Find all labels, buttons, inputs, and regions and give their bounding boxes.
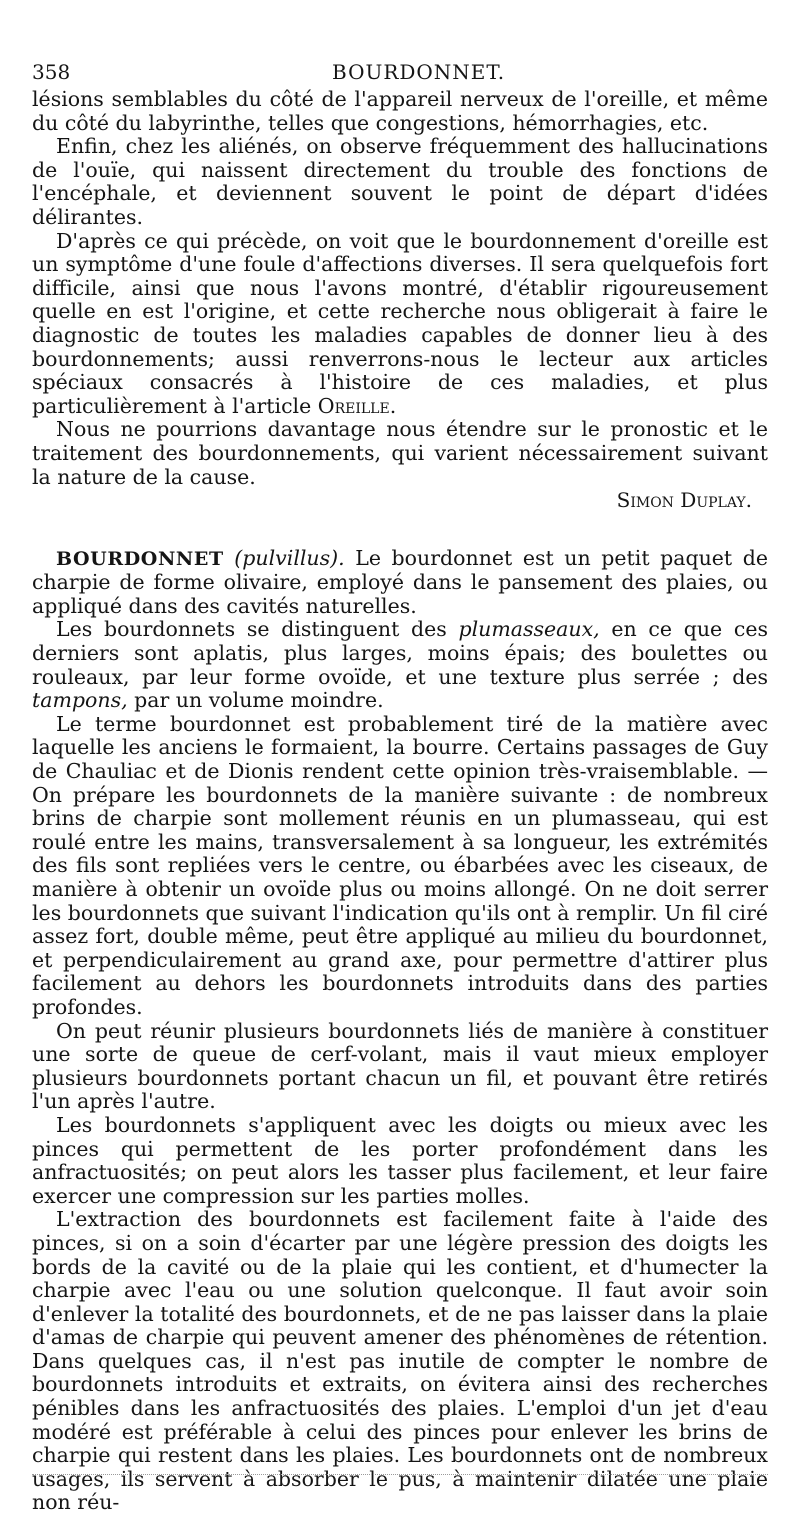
page-number: 358 bbox=[32, 60, 71, 84]
entry-definition-text: Le bourdonnet est un petit paquet de charpie de forme olivaire, employé dans le pansement des plaies, ou appliqué dans des cavités naturelles. bbox=[32, 545, 768, 618]
paragraph-extraction: L'extraction des bourdonnets est facilement faite à l'aide des pinces, si on a soin d'écarter par une légère pression des doigts les bords de la cavité ou de la plaie qui les contient, et d'humecter la charpie avec l'eau ou une solution quelconque. Il faut avoir soin d'enlever la totalité des bourdonnets, et de ne pas laisser dans la plaie d'amas de charpie qui peuvent amener des phénomènes de rétention. Dans quelques cas, il n'est pas inutile de compter le nombre de bourdonnets introduits et extraits, on évitera ainsi des recherches pénibles dans les anfractuosités des plaies. L'emploi d'un jet d'eau modéré est préférable à celui des pinces pour enlever les brins de charpie qui restent dans les plaies. Les bourdonnets ont de nombreux usages, ils servent à absorber le pus, à maintenir dilatée une plaie non réu- bbox=[32, 1207, 768, 1515]
entry-latin-name: (pulvillus). bbox=[234, 545, 345, 570]
cross-reference: Oreille. bbox=[317, 393, 397, 418]
footer-rule bbox=[32, 1474, 768, 1475]
article-separator bbox=[32, 513, 768, 547]
continuation-paragraph: lésions semblables du côté de l'appareil nerveux de l'oreille, et même du côté du labyrinthe, telles que congestions, hémorrhagies, etc. bbox=[32, 87, 768, 135]
term-plumasseaux: plumasseaux, bbox=[458, 617, 600, 642]
distinction-text-a: Les bourdonnets se distinguent des bbox=[56, 617, 459, 642]
paragraph-distinction bbox=[32, 618, 768, 712]
paragraph-etymology-preparation: Le terme bourdonnet est probablement tiré de la matière avec laquelle les anciens le formaient, la bourre. Certains passages de Guy de Chauliac et de Dionis rendent cette opinion très-vraisemblable. — On prépare les bourdonnets de la manière suivante : de nombreux brins de charpie sont mollement réunis en un plumasseau, qui est roulé entre les mains, transversalement à sa longueur, les extrémités des fils sont repliées vers le centre, ou ébarbées avec les ciseaux, de manière à obtenir un ovoïde plus ou moins allongé. On ne doit serrer les bourdonnets que suivant l'indication qu'ils ont à remplir. Un fil ciré assez fort, double même, peut être appliqué au milieu du bourdonnet, et perpendiculairement au grand axe, pour permettre d'attirer plus facilement au dehors les bourdonnets introduits dans des parties profondes. bbox=[32, 711, 768, 1019]
author-signature: Simon Duplay. bbox=[616, 488, 752, 513]
book-page bbox=[32, 48, 768, 1515]
paragraph-prognosis: Nous ne pourrions davantage nous étendre sur le pronostic et le traitement des bourdonnements, qui varient nécessairement suivant la nature de la cause. bbox=[32, 417, 768, 489]
paragraph-symptom-text: D'après ce qui précède, on voit que le bourdonnement d'oreille est un symptôme d'une foule d'affections diverses. Il sera quelquefois fort difficile, ainsi que nous l'avons montré, d'établir rigoureusement quelle en est l'origine, et cette recherche nous obligerait à faire le diagnostic de toutes les maladies capables de donner lieu à des bourdonnements; aussi renverrons-nous le lecteur aux articles spéciaux consacrés à l'histoire de ces maladies, et plus particulièrement à l'article bbox=[32, 228, 768, 418]
running-head: BOURDONNET. bbox=[332, 60, 506, 84]
entry-term: BOURDONNET bbox=[56, 547, 224, 570]
paragraph-symptom bbox=[32, 230, 768, 419]
page-header bbox=[32, 48, 768, 88]
distinction-text-c: par un volume moindre. bbox=[127, 688, 384, 713]
paragraph-hallucinations: Enfin, chez les aliénés, on observe fréquemment des hallucinations de l'ouïe, qui naissent directement du trouble des fonctions de l'encéphale, et deviennent souvent le point de départ d'idées délirantes. bbox=[32, 134, 768, 229]
entry-definition bbox=[32, 547, 768, 619]
paragraph-cerf-volant: On peut réunir plusieurs bourdonnets liés de manière à constituer une sorte de queue de cerf-volant, mais il vaut mieux employer plusieurs bourdonnets portant chacun un fil, et pouvant être retirés l'un après l'autre. bbox=[32, 1018, 768, 1114]
distinction-text-b: en ce que ces derniers sont aplatis, plus larges, moins épais; des boulettes ou rouleaux, par leur forme ovoïde, et une texture plus serrée ; des bbox=[32, 617, 768, 689]
term-tampons: tampons, bbox=[32, 688, 128, 713]
paragraph-application: Les bourdonnets s'appliquent avec les doigts ou mieux avec les pinces qui permettent de les porter profondément dans les anfractuosités; on peut alors les tasser plus facilement, et leur faire exercer une compression sur les parties molles. bbox=[32, 1112, 768, 1208]
